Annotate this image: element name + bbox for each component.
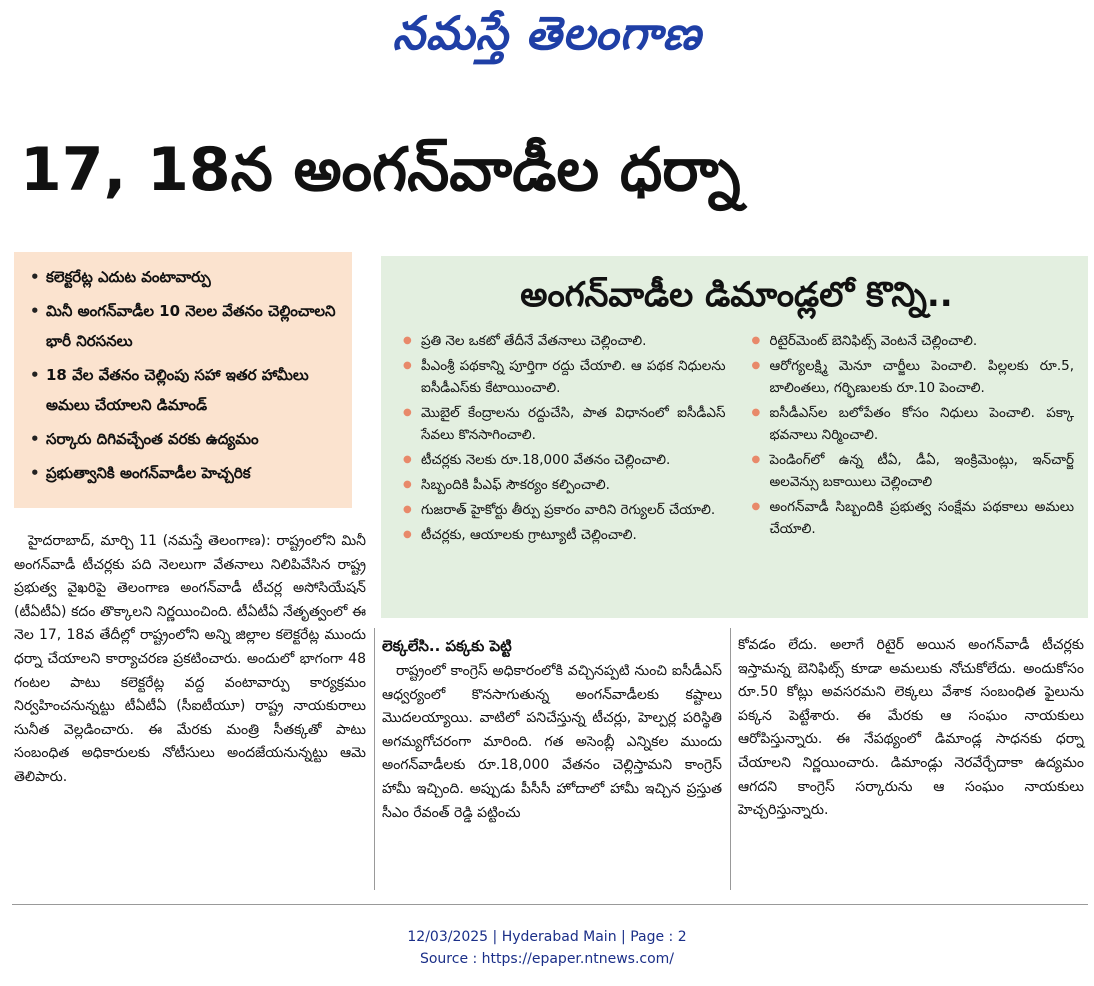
- article-column-2: [382, 634, 722, 825]
- article-column-1: [14, 530, 366, 790]
- highlight-item: • ప్రభుత్వానికి అంగన్‌వాడీల హెచ్చరిక: [28, 458, 342, 488]
- demand-item: ● టీచర్లకు నెలకు రూ.18,000 వేతనం చెల్లించాలి.: [399, 449, 726, 471]
- demand-item: ● గుజరాత్ హైకోర్టు తీర్పు ప్రకారం వారిని రెగ్యులర్ చేయాలి.: [399, 499, 726, 521]
- highlight-item: • 18 వేల వేతనం చెల్లింపు సహా ఇతర హామీలు అమలు చేయాలని డిమాండ్: [28, 360, 342, 420]
- footer-source: Source : https://epaper.ntnews.com/: [419, 951, 675, 967]
- demand-item: ● మొబైల్ కేంద్రాలను రద్దుచేసి, పాత విధానంలో ఐసీడీఎస్ సేవలు కొనసాగించాలి.: [399, 402, 726, 446]
- demands-right-column: [748, 330, 1075, 549]
- article-subheading: లెక్కలేసి.. పక్కకు పెట్టి: [382, 637, 512, 655]
- demand-item: ● సిబ్బందికి పీఎఫ్ సౌకర్యం కల్పించాలి.: [399, 474, 726, 496]
- demands-left-column: [399, 330, 726, 549]
- demands-title: అంగన్‌వాడీల డిమాండ్లలో కొన్ని..: [520, 275, 953, 315]
- demands-box: [381, 256, 1088, 618]
- footer-rule: [12, 904, 1088, 905]
- article-paragraph: రాష్ట్రంలో కాంగ్రెస్ అధికారంలోకి వచ్చినప్పటి నుంచి ఐసీడీఎస్ ఆధ్వర్యంలో కొనసాగుతున్న అంగన్‌వాడీలకు కష్టాలు మొదలయ్యాయి. వాటిలో పనిచేస్తున్న టీచర్లు, హెల్పర్ల పరిస్థితి అగమ్యగోచరంగా మారింది. గత అసెంబ్లీ ఎన్నికల ముందు అంగన్‌వాడీలకు రూ.18,000 వేతనం చెల్లిస్తామని కాంగ్రెస్ హామీ ఇచ్చింది. అప్పుడు పీసీసీ హోదాలో హామీ ఇచ్చిన ప్రస్తుత సీఎం రేవంత్ రెడ్డి పట్టించు: [382, 663, 722, 821]
- highlight-item: • కలెక్టరేట్ల ఎదుట వంటావార్పు: [28, 262, 342, 292]
- demand-item: ● అంగన్‌వాడీ సిబ్బందికి ప్రభుత్వ సంక్షేమ పథకాలు అమలు చేయాలి.: [748, 496, 1075, 540]
- demand-item: ● ఆరోగ్యలక్ష్మి మెనూ చార్జీలు పెంచాలి. పిల్లలకు రూ.5, బాలింతలు, గర్భిణులకు రూ.10 పెంచాలి.: [748, 355, 1075, 399]
- footer-dateline: 12/03/2025 | Hyderabad Main | Page : 2: [407, 929, 687, 945]
- demand-item: ● పెండింగ్‌లో ఉన్న టీఏ, డీఏ, ఇంక్రిమెంట్లు, ఇన్‌చార్జ్ అలవెన్సు బకాయిలు చెల్లించాలి: [748, 449, 1075, 493]
- demand-item: ● ప్రతి నెల ఒకటో తేదీనే వేతనాలు చెల్లించాలి.: [399, 330, 726, 352]
- demand-item: ● పీఎంశ్రీ పథకాన్ని పూర్తిగా రద్దు చేయాలి. ఆ పథక నిధులను ఐసీడీఎస్‌కు కేటాయించాలి.: [399, 355, 726, 399]
- column-divider: [374, 628, 375, 890]
- article-paragraph: హైదరాబాద్, మార్చి 11 (నమస్తే తెలంగాణ): రాష్ట్రంలోని మినీ అంగన్‌వాడీ టీచర్లకు పది నెలలుగా వేతనాలు నిలిపివేసిన రాష్ట్ర ప్రభుత్వ వైఖరిపై తెలంగాణ అంగన్‌వాడీ టీచర్ల అసోసియేషన్ (టీఏటీఏ) కదం తొక్కాలని నిర్ణయించింది. టీఏటీఏ నేతృత్వంలో ఈ నెల 17, 18వ తేదీల్లో రాష్ట్రంలోని అన్ని జిల్లాల కలెక్టరేట్ల ముందు ధర్నా చేయాలని కార్యాచరణ ప్రకటించారు. అందులో భాగంగా 48 గంటల పాటు కలెక్టరేట్ల వద్ద వంటావార్పు కార్యక్రమం నిర్వహించనున్నట్టు టీఏటీఏ (సీఐటీయూ) రాష్ట్ర నాయకురాలు సునీత వెల్లడించారు. ఈ మేరకు మంత్రి సీతక్కతో పాటు సంబంధిత అధికారులకు నోటీసులు అందజేయనున్నట్టు ఆమె తెలిపారు.: [14, 533, 366, 785]
- masthead-logo: నమస్తే తెలంగాణ: [392, 6, 702, 60]
- article-column-3: [738, 634, 1084, 823]
- demand-item: ● టీచర్లకు, ఆయాలకు గ్రాట్యూటీ చెల్లించాలి.: [399, 524, 726, 546]
- demand-item: ● ఐసీడీఎస్‌ల బలోపేతం కోసం నిధులు పెంచాలి. పక్కా భవనాలు నిర్మించాలి.: [748, 402, 1075, 446]
- column-divider: [730, 628, 731, 890]
- highlights-list: [28, 262, 342, 488]
- highlight-item: • మినీ అంగన్‌వాడీల 10 నెలల వేతనం చెల్లించాలని భారీ నిరసనలు: [28, 296, 342, 356]
- demand-item: ● రిటైర్‌మెంట్ బెనిఫిట్స్ వెంటనే చెల్లించాలి.: [748, 330, 1075, 352]
- headline: 17, 18న అంగన్‌వాడీల ధర్నా: [20, 135, 741, 205]
- highlight-item: • సర్కారు దిగివచ్చేంత వరకు ఉద్యమం: [28, 424, 342, 454]
- highlights-box: [14, 252, 352, 508]
- article-paragraph: కోవడం లేదు. అలాగే రిటైర్ అయిన అంగన్‌వాడీ టీచర్లకు ఇస్తామన్న బెనిఫిట్స్ కూడా అమలుకు నోచుకోలేదు. అందుకోసం రూ.50 కోట్లు అవసరమని లెక్కలు వేశాక సంబంధిత ఫైలును పక్కన పెట్టేశారు. ఈ మేరకు ఆ సంఘం నాయకులు ఆరోపిస్తున్నారు. ఈ నేపథ్యంలో డిమాండ్ల సాధనకు ధర్నా చేయాలని నిర్ణయించారు. డిమాండ్లు నెరవేర్చేదాకా ఉద్యమం ఆగదని కాంగ్రెస్ సర్కారును ఆ సంఘం నాయకులు హెచ్చరిస్తున్నారు.: [738, 637, 1084, 819]
